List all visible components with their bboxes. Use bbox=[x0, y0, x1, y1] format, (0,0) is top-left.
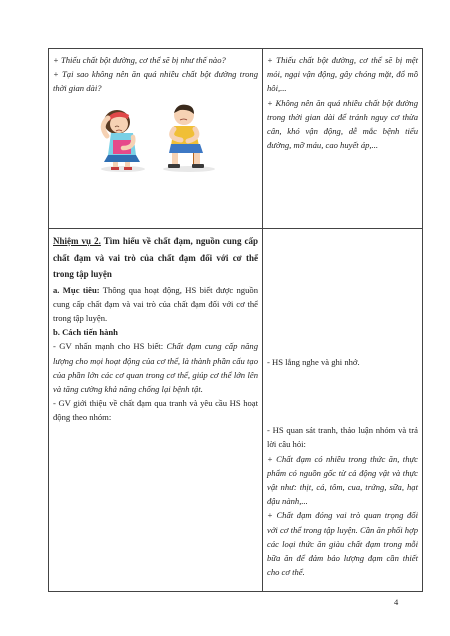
table-row bbox=[49, 49, 423, 229]
step-1-prefix: - GV nhấn mạnh cho HS biết: bbox=[53, 341, 167, 352]
process-heading: b. Cách tiến hành bbox=[53, 327, 118, 338]
answer-2: + Không nên ăn quá nhiều chất bột đường trong thời gian dài để tránh nguy cơ thừa cân, khó vận động, dễ mắc bệnh tiểu đường, mỡ máu, cao huyết áp,... bbox=[267, 97, 418, 151]
response-3: + Chất đạm có nhiều trong thức ăn, thực phẩm có nguồn gốc từ cả động vật và thực vật như: thịt, cá, tôm, cua, trứng, sữa, hạt đậu nành,... bbox=[267, 453, 418, 507]
step-1-italic: Chất đạm cung cấp năng lượng cho mọi hoạt động của cơ thể, là thành phần cấu tạo của phần lớn các cơ quan trong cơ thể, giúp cơ thể lớn lên và tăng cường khả năng chống lại bệnh tật. bbox=[53, 341, 258, 394]
sitting-boy-illustration bbox=[163, 104, 215, 171]
lesson-table bbox=[48, 48, 423, 592]
tired-girl-illustration bbox=[101, 110, 145, 172]
response-1: - HS lắng nghe và ghi nhớ. bbox=[267, 357, 360, 367]
row2-right-cell bbox=[263, 229, 423, 592]
response-2: - HS quan sát tranh, thảo luận nhóm và trả lời câu hỏi: bbox=[267, 425, 418, 450]
answer-1: + Thiếu chất bột đường, cơ thể sẽ bị mệt mỏi, ngại vận động, gây chóng mặt, đổ mồ hôi,... bbox=[267, 55, 418, 94]
spacer bbox=[267, 233, 418, 355]
step-2: - GV giới thiệu về chất đạm qua tranh và yêu cầu HS hoạt động theo nhóm: bbox=[53, 398, 258, 423]
page-number: 4 bbox=[394, 597, 399, 607]
row1-right-cell bbox=[263, 49, 423, 229]
step-1 bbox=[53, 339, 258, 396]
row2-left-cell bbox=[49, 229, 263, 592]
question-1: + Thiếu chất bột đường, cơ thể sẽ bị như thế nào? bbox=[53, 55, 226, 65]
goal-text: Thông qua hoạt động, HS biết được nguồn cung cấp chất đạm và vai trò của chất đạm đối với cơ thể trong tập luyện. bbox=[53, 284, 258, 323]
question-2: + Tại sao không nên ăn quá nhiều chất bột đường trong thời gian dài? bbox=[53, 69, 258, 94]
goal-label: a. Mục tiêu: bbox=[53, 284, 100, 295]
spacer bbox=[267, 369, 418, 423]
tired-children-illustration bbox=[53, 100, 249, 172]
task-heading bbox=[53, 233, 258, 283]
task-prefix: Nhiệm vụ 2. bbox=[53, 236, 101, 246]
goal-paragraph bbox=[53, 283, 258, 326]
response-4: + Chất đạm đóng vai trò quan trọng đối với cơ thể trong tập luyện. Cần ăn phối hợp các loại thức ăn giàu chất đạm trong mỗi bữa ăn để đảm bảo lượng đạm cần thiết cho cơ thể. bbox=[267, 510, 418, 578]
illustration bbox=[53, 100, 258, 172]
row1-left-cell bbox=[49, 49, 263, 229]
table-row bbox=[49, 229, 423, 592]
task-title-text: Tìm hiểu về chất đạm, nguồn cung cấp chất đạm và vai trò của chất đạm đối với cơ thể trong tập luyện bbox=[53, 236, 258, 279]
